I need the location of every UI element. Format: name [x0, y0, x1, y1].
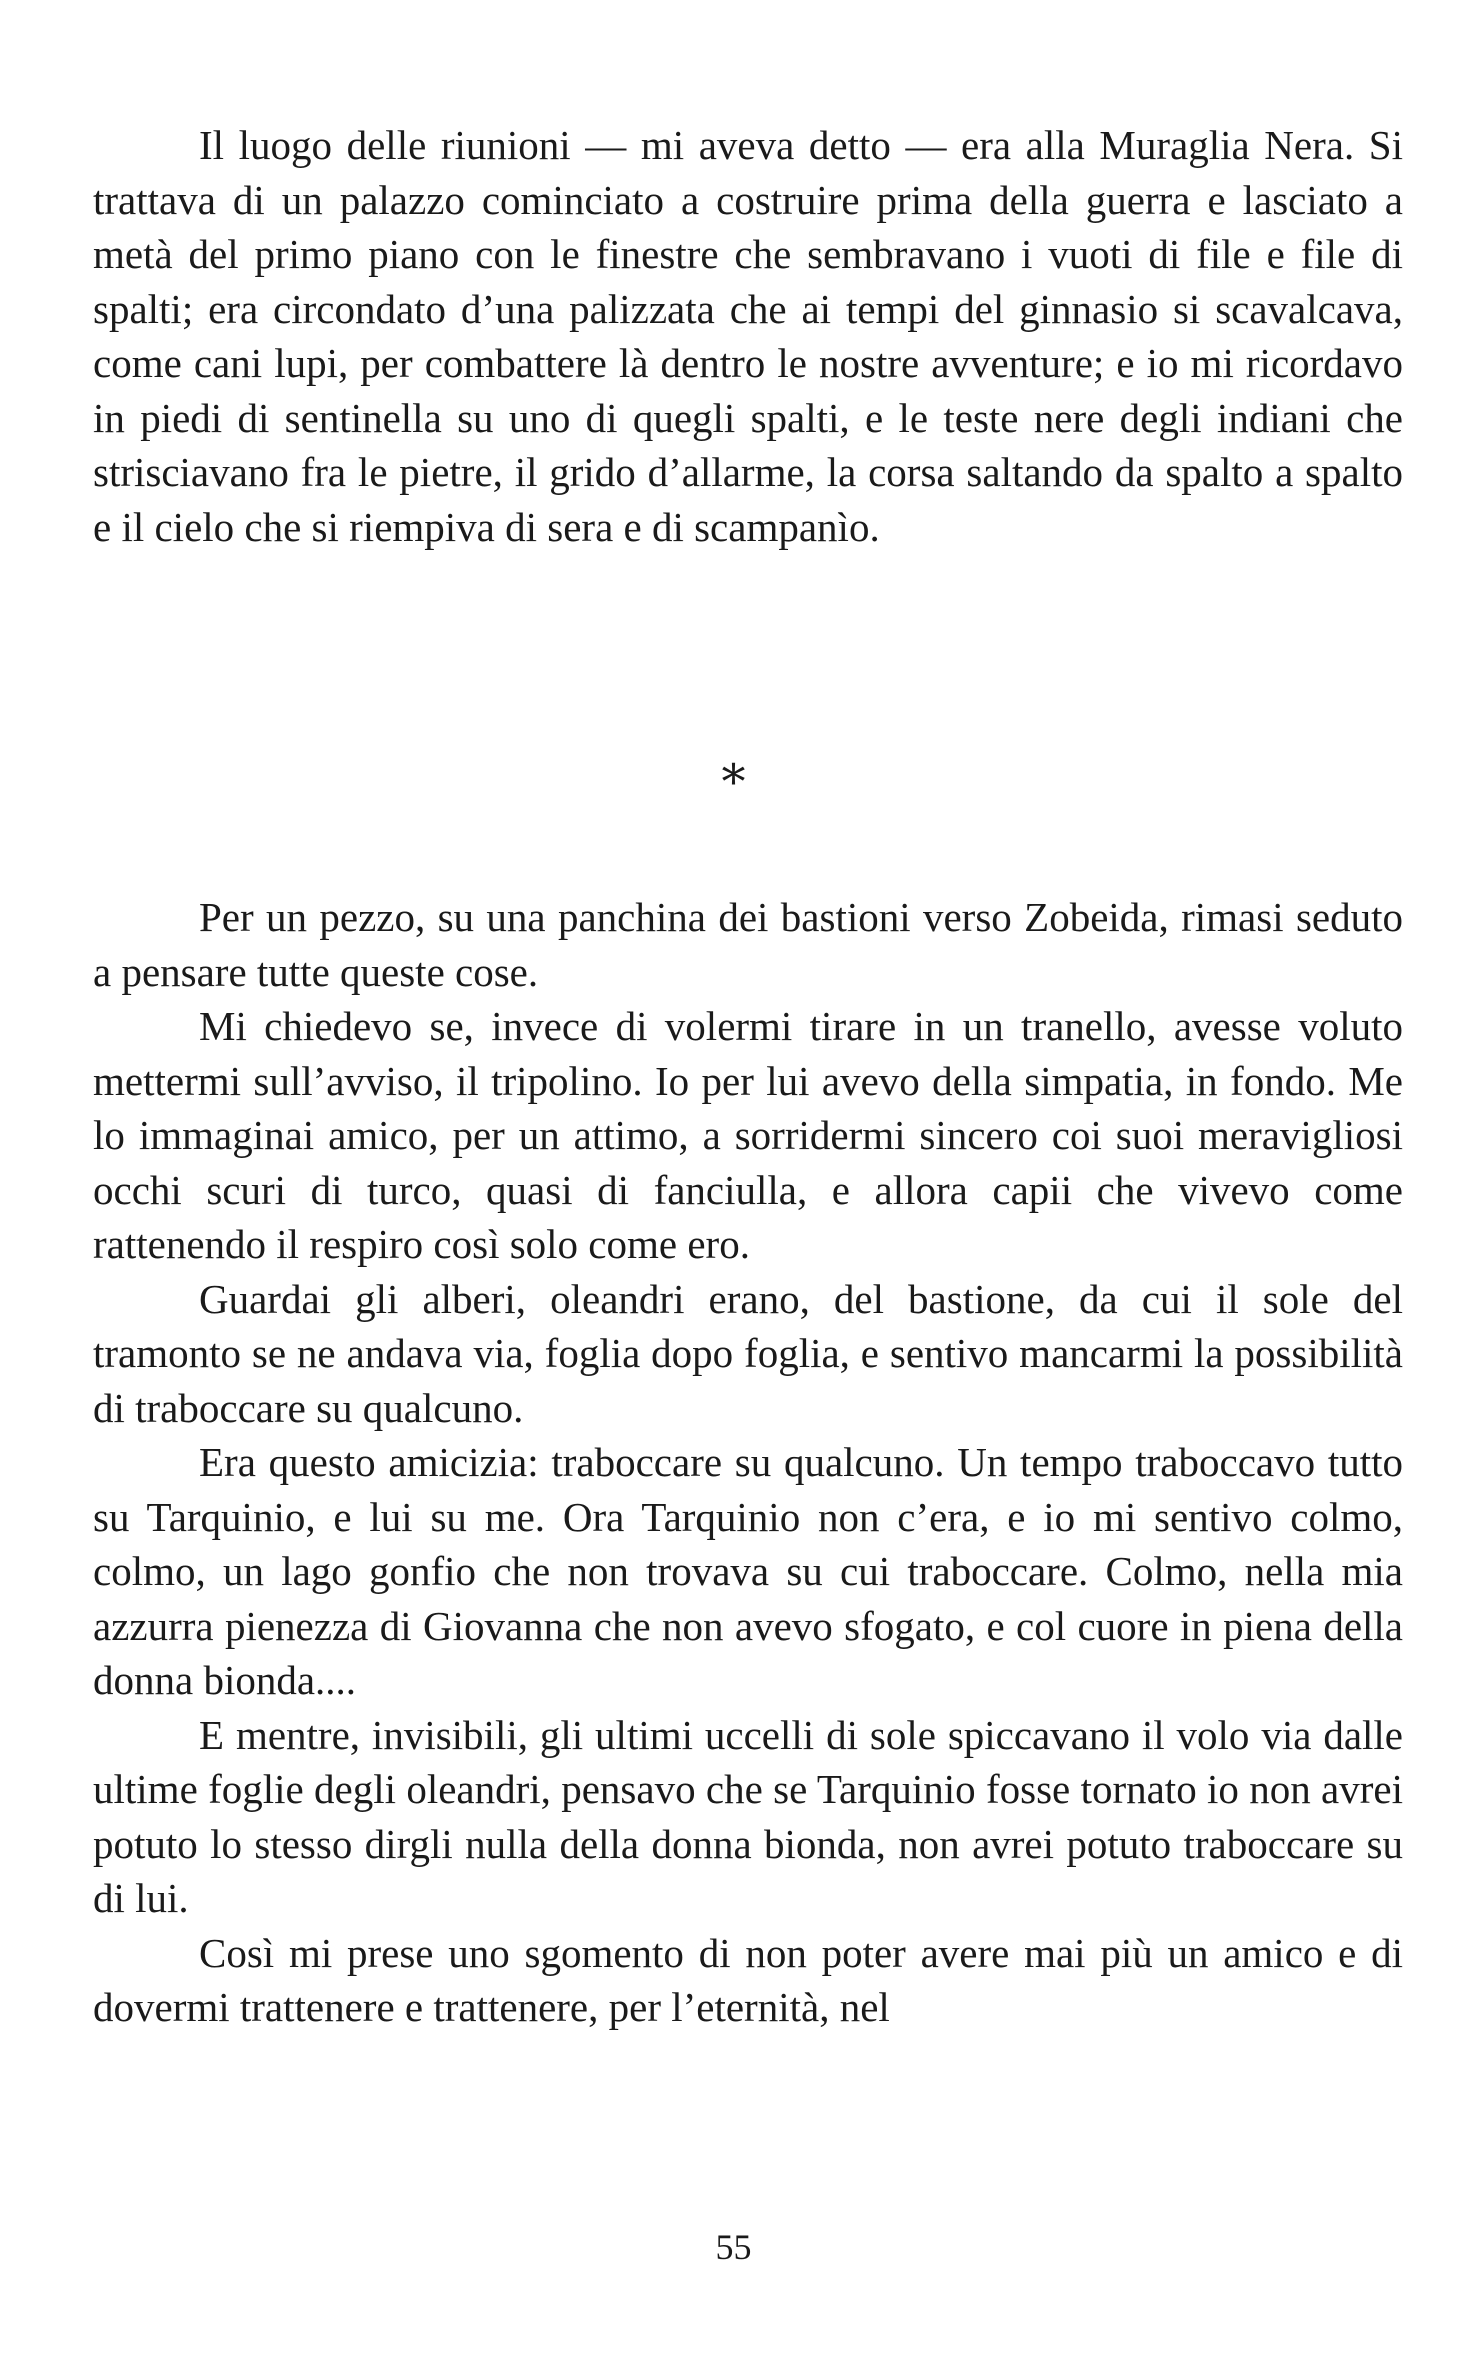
paragraph: Guardai gli alberi, oleandri erano, del bastione, da cui il sole del tramonto se ne andava via, foglia dopo foglia, e sentivo mancarmi la possibilità di traboccare su qualcuno.: [93, 1275, 1403, 1431]
paragraph: Il luogo delle riunioni — mi aveva detto — era alla Muraglia Nera. Si trattava di un palazzo cominciato a costruire prima della guerra e lasciato a metà del primo piano con le finestre che sembravano i vuoti di file e file di spalti; era circondato d’una palizzata che ai tempi del ginnasio si scavalcava, come cani lupi, per combattere là dentro le nostre avventure; e io mi ricordavo in piedi di sentinella su uno di quegli spalti, e le teste nere degli indiani che strisciavano fra le pietre, il grido d’allarme, la corsa saltando da spalto a spalto e il cielo che si riempiva di sera e di scampanìo.: [93, 122, 1403, 550]
paragraph: Per un pezzo, su una panchina dei bastioni verso Zobeida, rimasi seduto a pensare tutte queste cose.: [93, 894, 1403, 995]
paragraph: Era questo amicizia: traboccare su qualcuno. Un tempo traboccavo tutto su Tarquinio, e lui su me. Ora Tarquinio non c’era, e io mi sentivo colmo, colmo, un lago gonfio che non trovava su cui traboccare. Colmo, nella mia azzurra pienezza di Giovanna che non avevo sfogato, e col cuore in piena della donna bionda....: [93, 1439, 1403, 1703]
text-section-2: [93, 890, 1403, 2035]
paragraph: Così mi prese uno sgomento di non poter avere mai più un amico e di dovermi trattenere e trattenere, per l’eternità, nel: [93, 1929, 1403, 2030]
text-section-1: [93, 118, 1403, 554]
paragraph: Mi chiedevo se, invece di volermi tirare in un tranello, avesse voluto mettermi sull’avviso, il tripolino. Io per lui avevo della simpatia, in fondo. Me lo immaginai amico, per un attimo, a sorridermi sincero coi suoi meravigliosi occhi scuri di turco, quasi di fanciulla, e allora capii che vivevo come rattenendo il respiro così solo come ero.: [93, 1003, 1403, 1267]
paragraph: E mentre, invisibili, gli ultimi uccelli di sole spiccavano il volo via dalle ultime foglie degli oleandri, pensavo che se Tarquinio fosse tornato io non avrei potuto lo stesso dirgli nulla della donna bionda, non avrei potuto traboccare su di lui.: [93, 1711, 1403, 1921]
page-number: 55: [715, 2227, 752, 2267]
section-separator: *: [721, 754, 746, 810]
